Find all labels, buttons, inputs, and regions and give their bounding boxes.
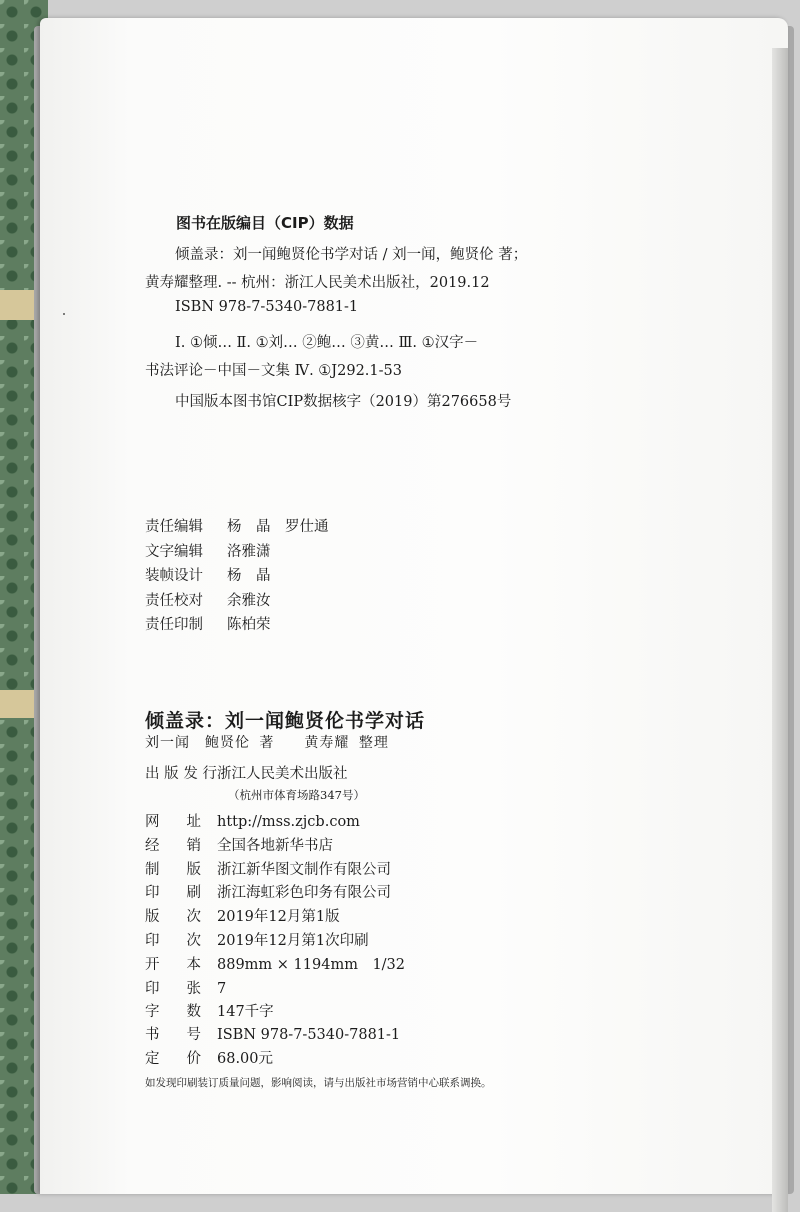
publisher-address: （杭州市体育场路347号） — [228, 788, 365, 802]
detail-row — [145, 929, 369, 950]
book-authors: 刘一闻 鲍贤伦 著 黄寿耀 整理 — [145, 735, 389, 751]
cip-title-line: 倾盖录：刘一闻鲍贤伦书学对话 / 刘一闻，鲍贤伦 著； — [175, 247, 528, 263]
detail-row — [145, 1000, 274, 1021]
detail-value: 浙江新华图文制作有限公司 — [217, 862, 391, 878]
staff-names: 陈柏荣 — [227, 617, 271, 633]
cip-record-number: 中国版本图书馆CIP数据核字（2019）第276658号 — [175, 394, 512, 410]
staff-row — [145, 589, 271, 610]
staff-role: 责任印制 — [145, 617, 203, 633]
staff-role: 装帧设计 — [145, 568, 203, 584]
detail-row — [145, 881, 391, 902]
publisher-label: 出版发行 — [145, 766, 217, 782]
detail-row — [145, 1047, 273, 1068]
detail-label: 经销 — [145, 838, 201, 854]
detail-value: 浙江海虹彩色印务有限公司 — [217, 885, 391, 901]
cip-publisher-line: 黄寿耀整理. -- 杭州：浙江人民美术出版社，2019.12 — [145, 275, 490, 291]
staff-names: 杨 晶 — [227, 568, 271, 584]
detail-value: ISBN 978-7-5340-7881-1 — [217, 1027, 401, 1043]
detail-row — [145, 1023, 400, 1044]
page-edge — [772, 48, 788, 1212]
detail-label: 制版 — [145, 862, 201, 878]
staff-names: 余雅汝 — [227, 593, 271, 609]
cip-classification-line: 书法评论－中国－文集 Ⅳ. ①J292.1-53 — [145, 363, 402, 379]
staff-names: 杨 晶 罗仕通 — [227, 519, 329, 535]
detail-label: 网址 — [145, 814, 201, 830]
detail-row — [145, 858, 391, 879]
staff-names: 洛雅潇 — [227, 544, 271, 560]
book-title: 倾盖录：刘一闻鲍贤伦书学对话 — [145, 710, 426, 732]
detail-label: 定价 — [145, 1051, 201, 1067]
publisher-name: 浙江人民美术出版社 — [217, 766, 348, 782]
detail-label: 印次 — [145, 933, 201, 949]
detail-row — [145, 905, 340, 926]
staff-row — [145, 540, 271, 561]
detail-value: 68.00元 — [217, 1051, 274, 1067]
cip-heading: 图书在版编目（CIP）数据 — [176, 214, 354, 232]
detail-row — [145, 810, 360, 831]
detail-label: 开本 — [145, 957, 201, 973]
staff-row — [145, 564, 271, 585]
staff-role: 责任校对 — [145, 593, 203, 609]
quality-notice: 如发现印刷装订质量问题，影响阅读，请与出版社市场营销中心联系调换。 — [145, 1077, 492, 1089]
staff-row — [145, 613, 271, 634]
staff-role: 责任编辑 — [145, 519, 203, 535]
detail-label: 书号 — [145, 1027, 201, 1043]
staff-role: 文字编辑 — [145, 544, 203, 560]
detail-value: 7 — [217, 981, 227, 997]
speck — [63, 313, 65, 315]
cip-subject-line: Ⅰ. ①倾… Ⅱ. ①刘… ②鲍… ③黄… Ⅲ. ①汉字－ — [175, 335, 479, 351]
cip-isbn-line: ISBN 978-7-5340-7881-1 — [175, 299, 359, 315]
detail-label: 字数 — [145, 1004, 201, 1020]
detail-value: 2019年12月第1版 — [217, 909, 340, 925]
detail-value: 全国各地新华书店 — [217, 838, 333, 854]
staff-row — [145, 515, 329, 536]
detail-value: 2019年12月第1次印刷 — [217, 933, 369, 949]
detail-row — [145, 977, 226, 998]
publisher-row — [145, 762, 348, 783]
detail-row — [145, 834, 333, 855]
detail-value: 147千字 — [217, 1004, 274, 1020]
detail-value: 889mm × 1194mm 1/32 — [217, 957, 406, 973]
detail-label: 印刷 — [145, 885, 201, 901]
detail-row — [145, 953, 405, 974]
detail-label: 版次 — [145, 909, 201, 925]
detail-label: 印张 — [145, 981, 201, 997]
detail-value: http://mss.zjcb.com — [217, 814, 360, 830]
